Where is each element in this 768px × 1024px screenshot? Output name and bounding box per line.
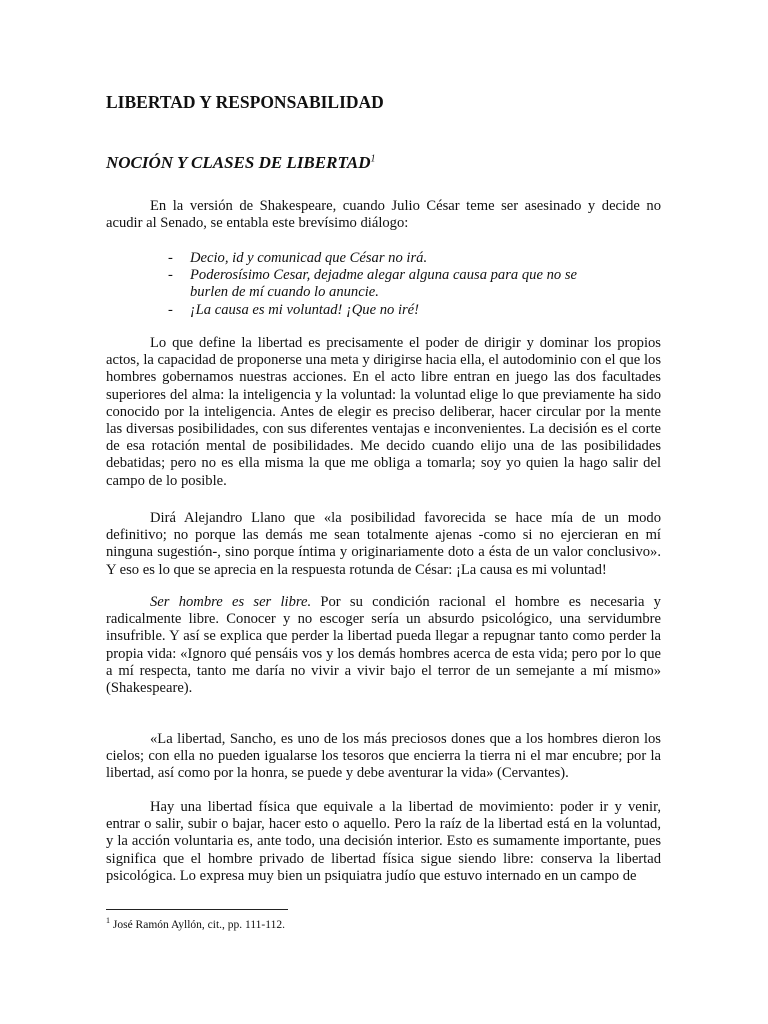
dialogue-line: - Poderosísimo Cesar, dejadme alegar alguna causa para que no se burlen de mí cuando lo anuncie. [168,267,598,301]
document-title: LIBERTAD Y RESPONSABILIDAD [106,92,384,112]
italic-lead: Ser hombre es ser libre. [150,594,312,610]
footnote [106,918,285,932]
paragraph-free-rest: Por su condición racional el hombre es necesaria y radicalmente libre. Conocer y no escoger sería un absurdo psicológico, una servidumbre insufrible. Y así se explica que perder la libertad pueda llegar a repugnar tanto como perder la propia vida: «Ignoro qué pensáis vos y los demás hombres acerca de esta vida; pero por lo que a mí respecta, tanto me daría no vivir a vivir bajo el terror de un semejante a mí mismo» (Shakespeare). [106,594,661,697]
paragraph-intro: En la versión de Shakespeare, cuando Julio César teme ser asesinado y decide no acudir al Senado, se entabla este brevísimo diálogo: [106,198,661,232]
dialogue-line: - ¡La causa es mi voluntad! ¡Que no iré! [168,302,598,319]
dialogue-line: - Decio, id y comunicad que César no irá. [168,250,598,267]
footnote-reference[interactable]: 1 [370,153,376,165]
paragraph-definition: Lo que define la libertad es precisamente el poder de dirigir y dominar los propios actos, la capacidad de proponerse una meta y dirigirse hacia ella, el autodominio con el que los hombres gobernamos nuestras acciones. En el acto libre entran en juego las dos facultades superiores del alma: la inteligencia y la voluntad: la voluntad elige lo que previamente ha sido conocido por la inteligencia. Antes de elegir es preciso deliberar, hacer circular por la mente las diversas posibilidades, con sus diferentes ventajas e inconvenientes. La decisión es el corte de esa rotación mental de posibilidades. Me decido cuando elijo una de las posibilidades debatidas; pero no es ella misma la que me obliga a tomarla; soy yo quien la hago salir del campo de lo posible. [106,335,661,489]
footnote-text: José Ramón Ayllón, cit., pp. 111-112. [110,919,285,931]
section-heading-text: NOCIÓN Y CLASES DE LIBERTAD [106,153,371,172]
footnote-mark: 1 [106,916,110,926]
section-heading [106,153,376,173]
paragraph-llano: Dirá Alejandro Llano que «la posibilidad favorecida se hace mía de un modo definitivo; no porque las demás me sean totalmente ajenas -como si no ejercieran en mí ninguna sugestión-, sino porque íntima y originariamente doto a ésta de un valor conclusivo». Y eso es lo que se aprecia en la respuesta rotunda de César: ¡La causa es mi voluntad! [106,510,661,578]
paragraph-free-man [106,594,661,697]
paragraph-cervantes-quote: «La libertad, Sancho, es uno de los más preciosos dones que a los hombres dieron los cielos; con ella no pueden igualarse los tesoros que encierra la tierra ni el mar encubre; por la libertad, así como por la honra, se puede y debe aventurar la vida» (Cervantes). [106,731,661,782]
paragraph-physical-freedom: Hay una libertad física que equivale a la libertad de movimiento: poder ir y venir, entrar o salir, subir o bajar, hacer esto o aquello. Pero la raíz de la libertad está en la voluntad, y la acción voluntaria es, ante todo, una decisión interior. Esto es sumamente importante, pues significa que el hombre privado de libertad física sigue siendo libre: conserva la libertad psicológica. Lo expresa muy bien un psiquiatra judío que estuvo internado en un campo de [106,799,661,884]
dialogue-list [168,250,598,319]
footnote-divider [106,909,288,910]
